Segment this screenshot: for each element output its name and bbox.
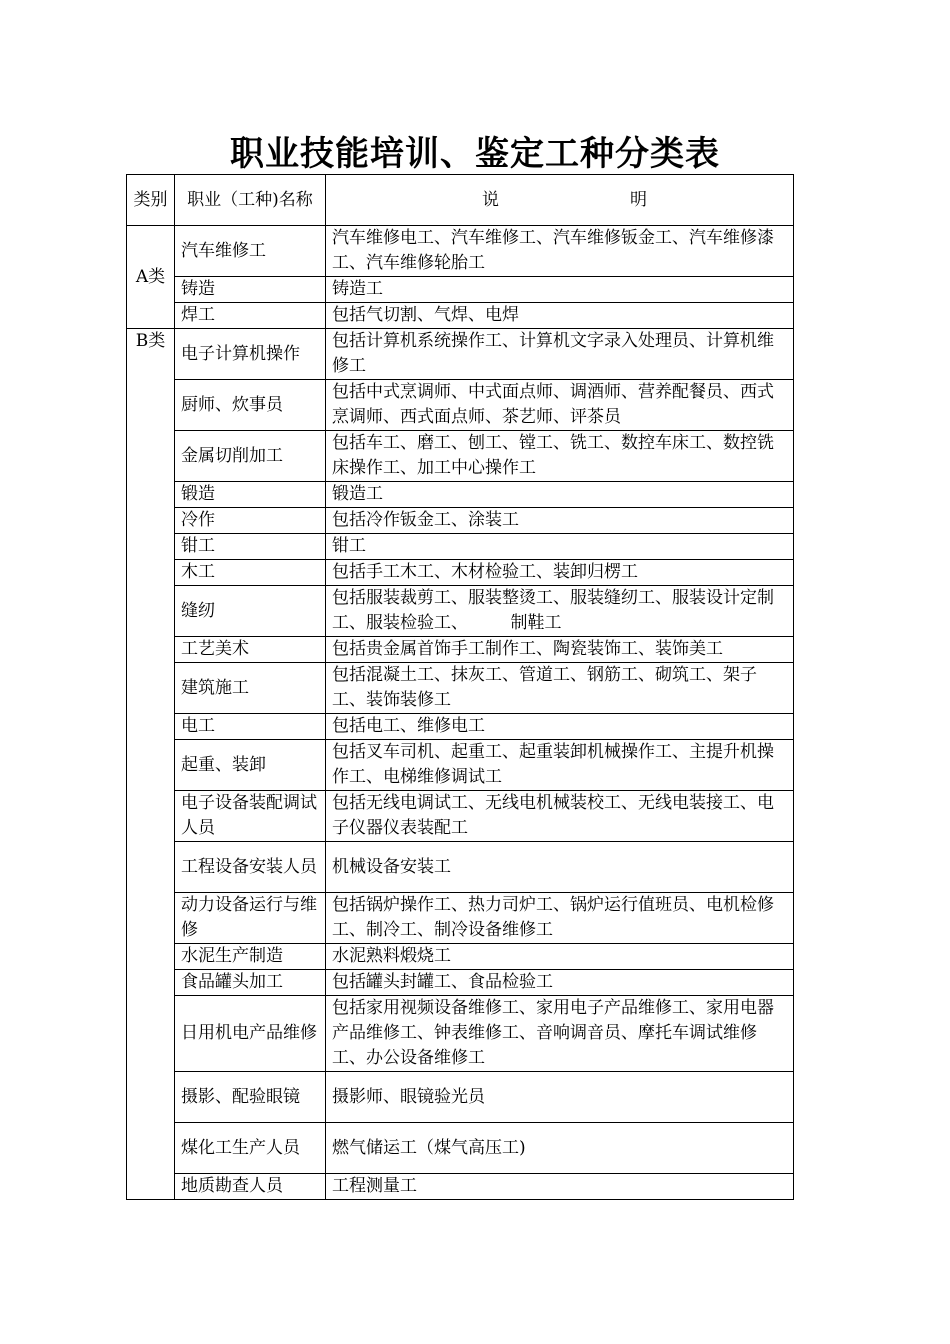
header-description-left: 说 (482, 189, 499, 210)
occupation-name-cell: 动力设备运行与维修 (175, 893, 326, 944)
table-row (127, 1174, 794, 1200)
table-row (127, 586, 794, 637)
description-cell: 包括计算机系统操作工、计算机文字录入处理员、计算机维修工 (326, 329, 794, 380)
occupation-name-cell: 铸造 (175, 277, 326, 303)
description-cell: 包括贵金属首饰手工制作工、陶瓷装饰工、装饰美工 (326, 637, 794, 663)
occupation-name-cell: 电子计算机操作 (175, 329, 326, 380)
description-cell: 汽车维修电工、汽车维修工、汽车维修钣金工、汽车维修漆工、汽车维修轮胎工 (326, 226, 794, 277)
description-cell: 铸造工 (326, 277, 794, 303)
description-cell: 燃气储运工（煤气高压工) (326, 1123, 794, 1174)
description-cell: 钳工 (326, 534, 794, 560)
description-cell: 包括服装裁剪工、服装整烫工、服装缝纫工、服装设计定制工、服装检验工、 制鞋工 (326, 586, 794, 637)
table-row (127, 1123, 794, 1174)
occupation-name-cell: 金属切削加工 (175, 431, 326, 482)
table-row (127, 560, 794, 586)
table-row (127, 303, 794, 329)
table-header-row (127, 175, 794, 226)
description-cell: 锻造工 (326, 482, 794, 508)
table-row (127, 970, 794, 996)
occupation-name-cell: 电子设备装配调试人员 (175, 791, 326, 842)
table-row (127, 1072, 794, 1123)
page-title: 职业技能培训、鉴定工种分类表 (230, 134, 720, 174)
category-cell: A类 (127, 226, 175, 329)
description-cell: 包括无线电调试工、无线电机械装校工、无线电装接工、电子仪器仪表装配工 (326, 791, 794, 842)
occupation-name-cell: 钳工 (175, 534, 326, 560)
description-cell: 包括手工木工、木材检验工、装卸归楞工 (326, 560, 794, 586)
table-row (127, 663, 794, 714)
occupation-name-cell: 食品罐头加工 (175, 970, 326, 996)
table-row (127, 714, 794, 740)
classification-table (126, 174, 794, 1200)
occupation-name-cell: 厨师、炊事员 (175, 380, 326, 431)
description-cell: 包括中式烹调师、中式面点师、调酒师、营养配餐员、西式烹调师、西式面点师、茶艺师、评茶员 (326, 380, 794, 431)
table-row (127, 482, 794, 508)
header-description (326, 175, 794, 226)
description-cell: 机械设备安装工 (326, 842, 794, 893)
table-row (127, 893, 794, 944)
category-cell: B类 (127, 329, 175, 1200)
occupation-name-cell: 水泥生产制造 (175, 944, 326, 970)
occupation-name-cell: 起重、装卸 (175, 740, 326, 791)
description-cell: 包括气切割、气焊、电焊 (326, 303, 794, 329)
header-category: 类别 (127, 175, 175, 226)
occupation-name-cell: 煤化工生产人员 (175, 1123, 326, 1174)
header-description-right: 明 (630, 189, 647, 210)
occupation-name-cell: 工艺美术 (175, 637, 326, 663)
table-row (127, 740, 794, 791)
description-cell: 包括家用视频设备维修工、家用电子产品维修工、家用电器产品维修工、钟表维修工、音响调音员、摩托车调试维修工、办公设备维修工 (326, 996, 794, 1072)
occupation-name-cell: 摄影、配验眼镜 (175, 1072, 326, 1123)
table-row (127, 329, 794, 380)
description-cell: 包括锅炉操作工、热力司炉工、锅炉运行值班员、电机检修工、制冷工、制冷设备维修工 (326, 893, 794, 944)
header-occupation-name: 职业（工种)名称 (175, 175, 326, 226)
description-cell: 包括罐头封罐工、食品检验工 (326, 970, 794, 996)
table-row (127, 944, 794, 970)
table-row (127, 534, 794, 560)
table-row (127, 277, 794, 303)
table-row (127, 637, 794, 663)
description-cell: 包括叉车司机、起重工、起重装卸机械操作工、主提升机操作工、电梯维修调试工 (326, 740, 794, 791)
description-cell: 包括车工、磨工、刨工、镗工、铣工、数控车床工、数控铣床操作工、加工中心操作工 (326, 431, 794, 482)
table-row (127, 226, 794, 277)
occupation-name-cell: 焊工 (175, 303, 326, 329)
description-cell: 包括冷作钣金工、涂装工 (326, 508, 794, 534)
occupation-name-cell: 锻造 (175, 482, 326, 508)
description-cell: 工程测量工 (326, 1174, 794, 1200)
occupation-name-cell: 汽车维修工 (175, 226, 326, 277)
occupation-name-cell: 木工 (175, 560, 326, 586)
table-row (127, 380, 794, 431)
occupation-name-cell: 电工 (175, 714, 326, 740)
table-row (127, 508, 794, 534)
description-cell: 包括电工、维修电工 (326, 714, 794, 740)
occupation-name-cell: 建筑施工 (175, 663, 326, 714)
occupation-name-cell: 地质勘查人员 (175, 1174, 326, 1200)
table-row (127, 996, 794, 1072)
description-cell: 包括混凝土工、抹灰工、管道工、钢筋工、砌筑工、架子工、装饰装修工 (326, 663, 794, 714)
table-row (127, 842, 794, 893)
occupation-name-cell: 缝纫 (175, 586, 326, 637)
description-cell: 水泥熟料煅烧工 (326, 944, 794, 970)
occupation-name-cell: 冷作 (175, 508, 326, 534)
occupation-name-cell: 日用机电产品维修 (175, 996, 326, 1072)
description-cell: 摄影师、眼镜验光员 (326, 1072, 794, 1123)
table-row (127, 431, 794, 482)
occupation-name-cell: 工程设备安装人员 (175, 842, 326, 893)
table-row (127, 791, 794, 842)
